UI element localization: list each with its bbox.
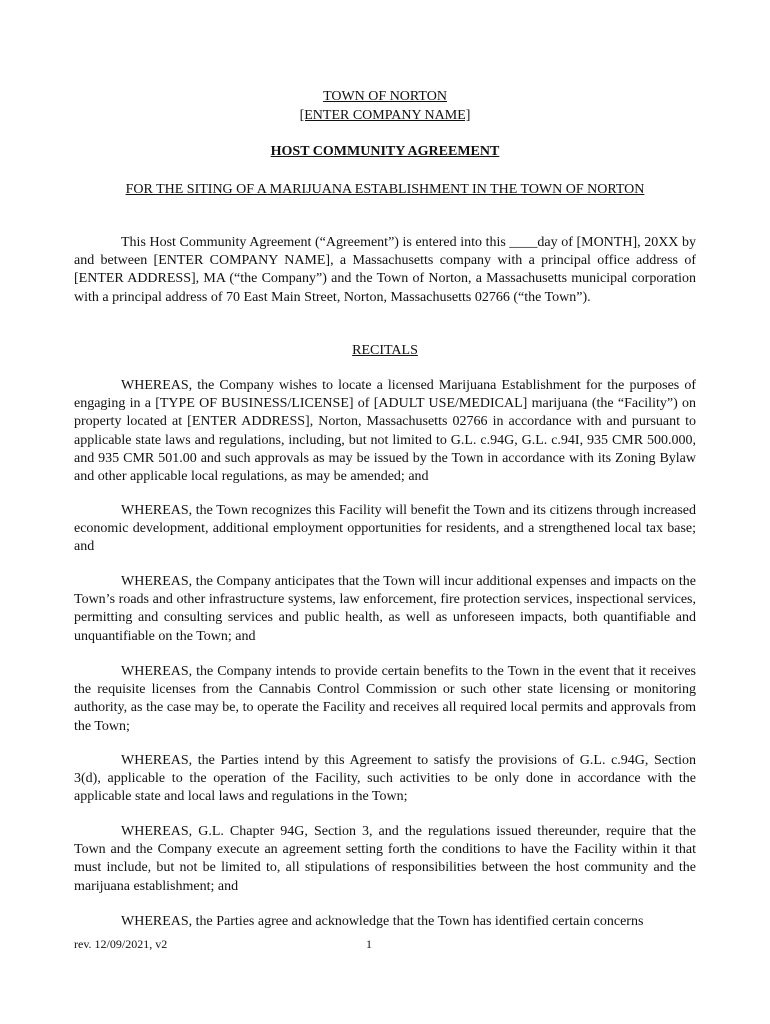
- whereas-paragraph-4: WHEREAS, the Company intends to provide certain benefits to the Town in the event that it receives the requisite licenses from the Cannabis Control Commission or such other state licensing or monitoring authority, as the case may be, to operate the Facility and receives all required local permits and approvals from the Town;: [74, 664, 696, 734]
- agreement-title: HOST COMMUNITY AGREEMENT: [270, 144, 500, 159]
- whereas-paragraph-7: WHEREAS, the Parties agree and acknowledge that the Town has identified certain concerns: [121, 914, 644, 929]
- agreement-subtitle: FOR THE SITING OF A MARIJUANA ESTABLISHMENT IN THE TOWN OF NORTON: [125, 182, 645, 197]
- whereas-paragraph-3: WHEREAS, the Company anticipates that the Town will incur additional expenses and impacts on the Town’s roads and other infrastructure systems, law enforcement, fire protection services, inspectional services, permitting and consulting services and public health, as well as unforeseen impacts, both quantifiable and unquantifiable on the Town; and: [74, 574, 696, 644]
- whereas-paragraph-5: WHEREAS, the Parties intend by this Agreement to satisfy the provisions of G.L. c.94G, Section 3(d), applicable to the operation of the Facility, such activities to be only done in accordance with the applicable state and local laws and regulations in the Town;: [74, 753, 696, 805]
- header-town-name: TOWN OF NORTON: [323, 89, 447, 104]
- header-company-name: [ENTER COMPANY NAME]: [299, 108, 471, 123]
- intro-paragraph: This Host Community Agreement (“Agreement”) is entered into this ____day of [MONTH], 20XX by and between [ENTER COMPANY NAME], a Massachusetts company with a principal office address of [ENTER ADDRESS], MA (“the Company”) and the Town of Norton, a Massachusetts municipal corporation with a principal address of 70 East Main Street, Norton, Massachusetts 02766 (“the Town”).: [74, 235, 696, 305]
- footer-page-number: 1: [366, 937, 372, 951]
- whereas-paragraph-2: WHEREAS, the Town recognizes this Facility will benefit the Town and its citizens through increased economic development, additional employment opportunities for residents, and a strengthened local tax base; and: [74, 503, 696, 555]
- whereas-paragraph-6: WHEREAS, G.L. Chapter 94G, Section 3, and the regulations issued thereunder, require that the Town and the Company execute an agreement setting forth the conditions to have the Facility within it that must include, but not be limited to, all stipulations of responsibilities between the host community and the marijuana establishment; and: [74, 824, 696, 894]
- footer-revision: rev. 12/09/2021, v2: [74, 937, 168, 951]
- whereas-paragraph-1: WHEREAS, the Company wishes to locate a licensed Marijuana Establishment for the purposes of engaging in a [TYPE OF BUSINESS/LICENSE] of [ADULT USE/MEDICAL] marijuana (the “Facility”) on property located at [ENTER ADDRESS], Norton, Massachusetts 02766 in accordance with and pursuant to applicable state laws and regulations, including, but not limited to G.L. c.94G, G.L. c.94I, 935 CMR 500.000, and 935 CMR 501.00 and such approvals as may be issued by the Town in accordance with its Zoning Bylaw and other applicable local regulations, as may be amended; and: [74, 378, 696, 485]
- recitals-heading: RECITALS: [352, 343, 418, 358]
